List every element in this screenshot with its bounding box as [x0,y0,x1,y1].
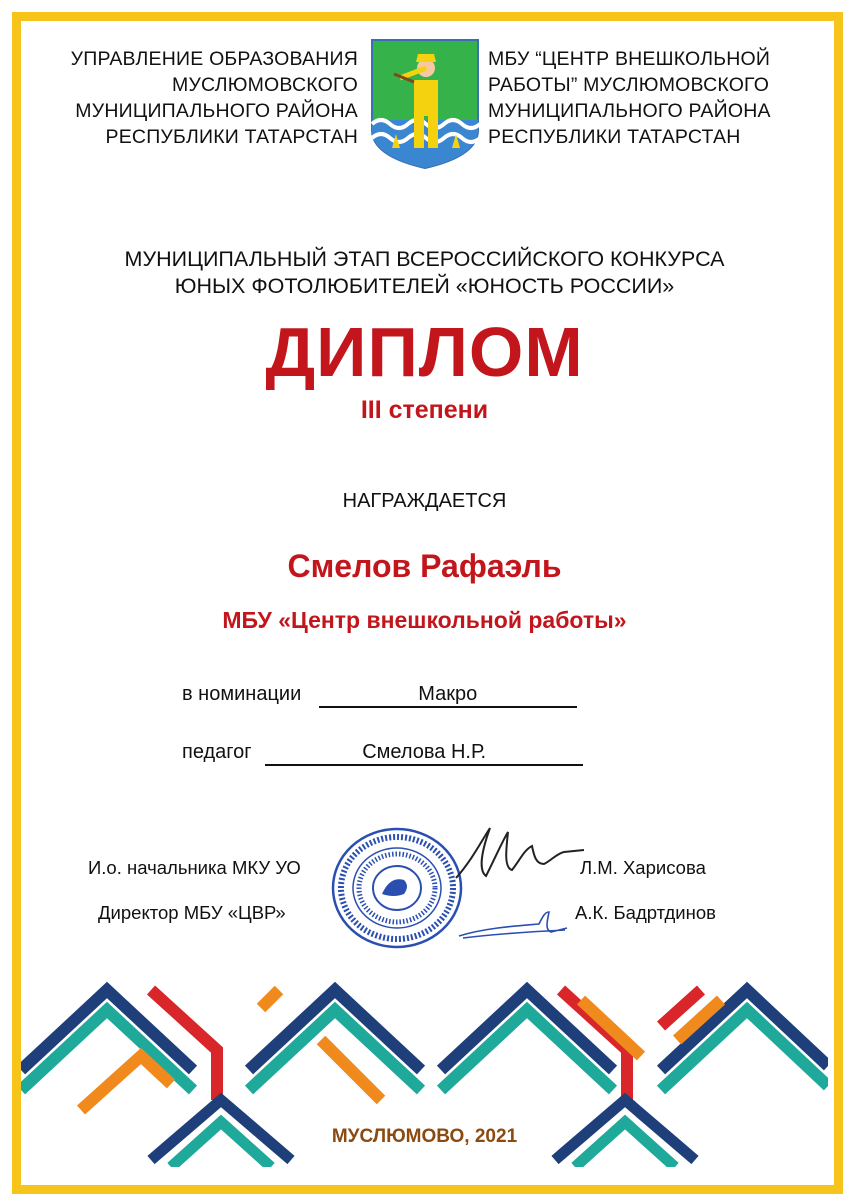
header-left-line: МУНИЦИПАЛЬНОГО РАЙОНА [75,100,358,122]
header-right-line: МУНИЦИПАЛЬНОГО РАЙОНА [488,100,771,122]
signatory-1-title: И.о. начальника МКУ УО [88,857,301,878]
header-left-issuer [40,46,358,150]
teacher-label: педагог [182,741,252,763]
teacher-value: Смелова Н.Р. [265,741,583,766]
nomination-row [182,683,577,708]
signature-badrtdinov [455,908,570,944]
signatory-2-name: А.К. Бадртдинов [575,902,716,923]
contest-line: ЮНЫХ ФОТОЛЮБИТЕЛЕЙ «ЮНОСТЬ РОССИИ» [174,274,675,298]
signature-kharisova [452,820,587,890]
footer-place-year: МУСЛЮМОВО, 2021 [331,1126,518,1147]
header-left-line: МУСЛЮМОВСКОГО [172,74,358,96]
header-right-line: МБУ “ЦЕНТР ВНЕШКОЛЬНОЙ [488,48,771,70]
awarded-label: НАГРАЖДАЕТСЯ [342,490,507,512]
recipient-organization: МБУ «Центр внешкольной работы» [222,607,627,633]
teacher-row [182,741,583,766]
signatory-2-title: Директор МБУ «ЦВР» [98,902,286,923]
header-left-line: УПРАВЛЕНИЕ ОБРАЗОВАНИЯ [70,48,358,70]
recipient-name: Смелов Рафаэль [287,548,562,584]
header-right-line: РАБОТЫ” МУСЛЮМОВСКОГО [488,74,770,96]
contest-line: МУНИЦИПАЛЬНЫЙ ЭТАП ВСЕРОССИЙСКОГО КОНКУРСА [124,247,725,271]
header-right-issuer [488,46,808,150]
header-left-line: РЕСПУБЛИКИ ТАТАРСТАН [105,126,358,148]
nomination-value: Макро [319,683,577,708]
nomination-label: в номинации [182,683,302,705]
signatory-1-name: Л.М. Харисова [580,857,706,878]
coat-of-arms-emblem [370,38,480,170]
contest-title [0,246,849,300]
official-stamp [330,826,464,950]
diploma-title: ДИПЛОМ [265,313,584,391]
diploma-degree: III степени [360,396,489,424]
header-right-line: РЕСПУБЛИКИ ТАТАРСТАН [488,126,741,148]
